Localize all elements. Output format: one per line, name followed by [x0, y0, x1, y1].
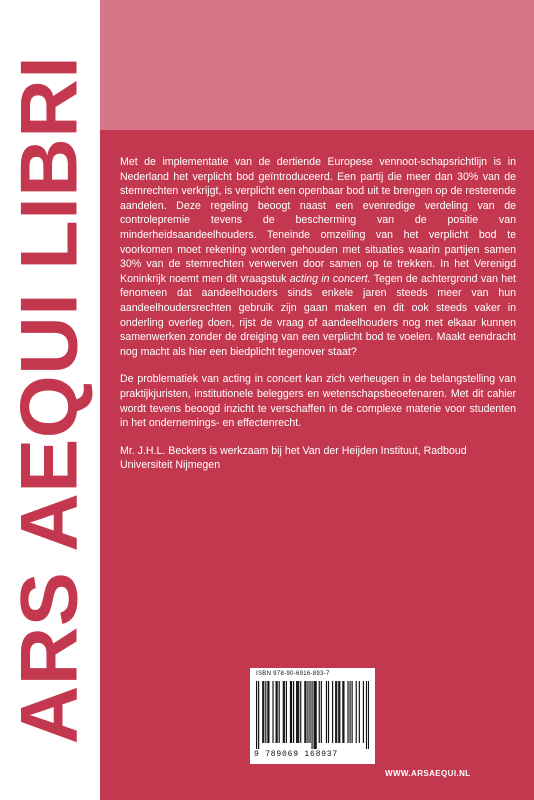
barcode-bar — [309, 681, 310, 743]
barcode-bar — [277, 681, 278, 743]
barcode-bar — [316, 681, 317, 749]
barcode-bar — [283, 681, 284, 743]
spine-strip — [0, 0, 100, 800]
barcode-bars — [256, 681, 369, 749]
barcode-bar — [304, 681, 305, 743]
barcode-bar — [279, 681, 280, 743]
barcode-bar — [338, 681, 339, 743]
series-title: ARS AEQUI LIBRI — [4, 55, 95, 745]
barcode-bar — [349, 681, 350, 743]
barcode-bar — [305, 681, 306, 743]
barcode-bar — [352, 681, 353, 743]
barcode-bar — [262, 681, 263, 743]
blurb-text — [120, 155, 516, 486]
barcode-bar — [276, 681, 277, 743]
barcode-bar — [267, 681, 268, 743]
barcode-bar — [293, 681, 294, 743]
barcode-bar — [356, 681, 357, 743]
barcode-bar — [339, 681, 340, 743]
barcode-bar — [335, 681, 336, 743]
barcode-bar — [256, 681, 257, 749]
barcode-bar — [332, 681, 333, 743]
barcode-bar — [336, 681, 337, 743]
barcode-bar — [321, 681, 322, 743]
barcode-bar — [343, 681, 344, 743]
barcode-bar — [347, 681, 348, 743]
publisher-website: WWW.ARSAEQUI.NL — [385, 769, 471, 778]
barcode-bar — [268, 681, 269, 743]
barcode-bar — [307, 681, 308, 743]
barcode-bar — [300, 681, 301, 743]
isbn-label: ISBN 978-90-6916-893-7 — [256, 671, 330, 677]
barcode-bar — [284, 681, 285, 743]
barcode-bar — [272, 681, 273, 743]
barcode-bar — [363, 681, 364, 743]
barcode-bar — [326, 681, 327, 743]
paragraph-1-text: Met de implementatie van de dertiende Europese vennoot-schapsrichtlijn is in Nederland het verplicht bod geïntroduceerd. Een partij die meer dan 30% van de stemrechten verkrijgt, is verplicht een openbaar bod uit te brengen op de resterende aandelen. Deze regeling beoogt naast een evenredige verdeling van de controlepremie tevens de bescherming van de positie van minderheidsaandeelhouders. Teneinde omzeiling van het verplicht bod te voorkomen moet rekening worden gehouden met situaties waarin partijen samen 30% van de stemrechten verwerven door samen op te trekken. In het Verenigd Koninkrijk noemt men dit vraagstuk — [120, 156, 516, 285]
author-note: Mr. J.H.L. Beckers is werkzaam bij het Van der Heijden Instituut, Radboud Universiteit Nijmegen — [120, 444, 467, 472]
barcode-bar — [328, 681, 329, 743]
barcode-bar — [342, 681, 343, 743]
barcode-bar — [311, 681, 312, 749]
paragraph-1-continued: Tegen de achtergrond van het fenomeen dat aandeelhouders sinds enkele jaren steeds meer van hun aandeelhoudersrechten gebruik zijn gaan maken en dit ook steeds vaker in onderling overleg doen, rijst de vraag of aandeelhouders nog met elkaar kunnen samenwerken zonder de dreiging van een verplicht bod te voelen. Maakt eendracht nog macht als hier een biedplicht tegenover staat? — [120, 272, 516, 358]
barcode-bar — [263, 681, 264, 743]
barcode-bar — [258, 681, 259, 749]
barcode-bar — [286, 681, 287, 743]
barcode-bar — [315, 681, 316, 749]
barcode-bar — [319, 681, 320, 743]
barcode-bar — [265, 681, 266, 743]
emphasis-acting-in-concert: acting in concert. — [289, 272, 371, 285]
barcode-bar — [359, 681, 360, 743]
barcode-bar — [290, 681, 291, 743]
barcode-bar — [298, 681, 299, 743]
barcode-bar — [366, 681, 367, 749]
barcode-bar — [291, 681, 292, 743]
barcode-digits: 9 789069 168937 — [254, 750, 339, 759]
barcode-bar — [314, 681, 315, 749]
barcode-bar — [296, 681, 297, 743]
barcode-bar — [297, 681, 298, 743]
blurb-paragraph-2: De problematiek van acting in concert kan zich verheugen in de belangstelling van praktijkjuristen, institutionele beleggers en wetenschapsbeoefenaren. Met dit cahier wordt tevens beoogd inzicht te verschaffen in de complexe materie voor studenten in het ondernemings- en effectenrecht. — [120, 373, 516, 430]
barcode-bar — [368, 681, 369, 749]
blurb-paragraph-1 — [120, 155, 516, 359]
barcode-panel — [250, 668, 375, 764]
